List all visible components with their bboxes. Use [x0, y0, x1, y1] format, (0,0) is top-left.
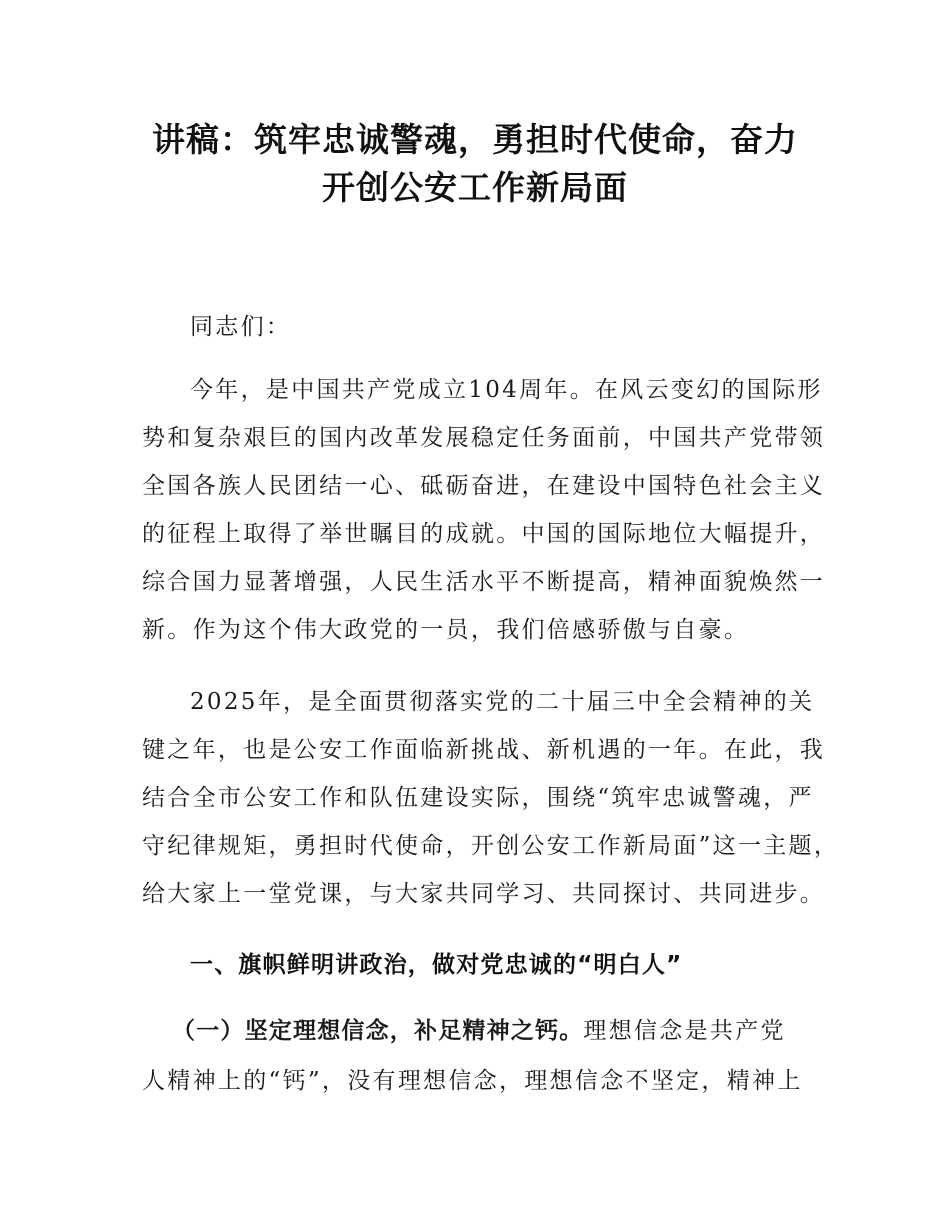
document-title-line-2: 开创公安工作新局面 — [322, 168, 628, 207]
sub-section-1-text: 理想信念是共产党 — [583, 1018, 786, 1044]
sub-section-1-line-2: 人精神上的“钙”，没有理想信念，理想信念不坚定，精神上 — [142, 1068, 803, 1094]
paragraph-1-line-1: 今年，是中国共产党成立104周年。在风云变幻的国际形 — [190, 377, 823, 403]
paragraph-2-line-2: 键之年，也是公安工作面临新挑战、新机遇的一年。在此，我 — [142, 737, 826, 763]
paragraph-1-line-2: 势和复杂艰巨的国内改革发展稳定任务面前，中国共产党带领 — [142, 425, 826, 451]
greeting: 同志们： — [190, 314, 292, 340]
paragraph-1-line-4: 的征程上取得了举世瞩目的成就。中国的国际地位大幅提升， — [142, 521, 826, 547]
paragraph-1-line-6: 新。作为这个伟大政党的一员，我们倍感骄傲与自豪。 — [142, 617, 750, 643]
paragraph-2-line-5: 给大家上一堂党课，与大家共同学习、共同探讨、共同进步。 — [142, 881, 826, 907]
paragraph-2-line-4: 守纪律规矩，勇担时代使命，开创公安工作新局面”这一主题， — [142, 833, 840, 859]
sub-section-1-line-1 — [172, 1016, 786, 1046]
sub-section-1-heading: （一）坚定理想信念，补足精神之钙。 — [172, 1018, 584, 1044]
document-title-line-1: 讲稿：筑牢忠诚警魂，勇担时代使命，奋力 — [152, 120, 798, 159]
paragraph-2-line-3: 结合全市公安工作和队伍建设实际，围绕“筑牢忠诚警魂，严 — [142, 785, 814, 811]
paragraph-1-line-5: 综合国力显著增强，人民生活水平不断提高，精神面貌焕然一 — [142, 569, 826, 595]
section-1-heading: 一、旗帜鲜明讲政治，做对党忠诚的“明白人” — [190, 952, 683, 978]
paragraph-2-line-1: 2025年，是全面贯彻落实党的二十届三中全会精神的关 — [190, 689, 815, 715]
paragraph-1-line-3: 全国各族人民团结一心、砥砺奋进，在建设中国特色社会主义 — [142, 473, 826, 499]
